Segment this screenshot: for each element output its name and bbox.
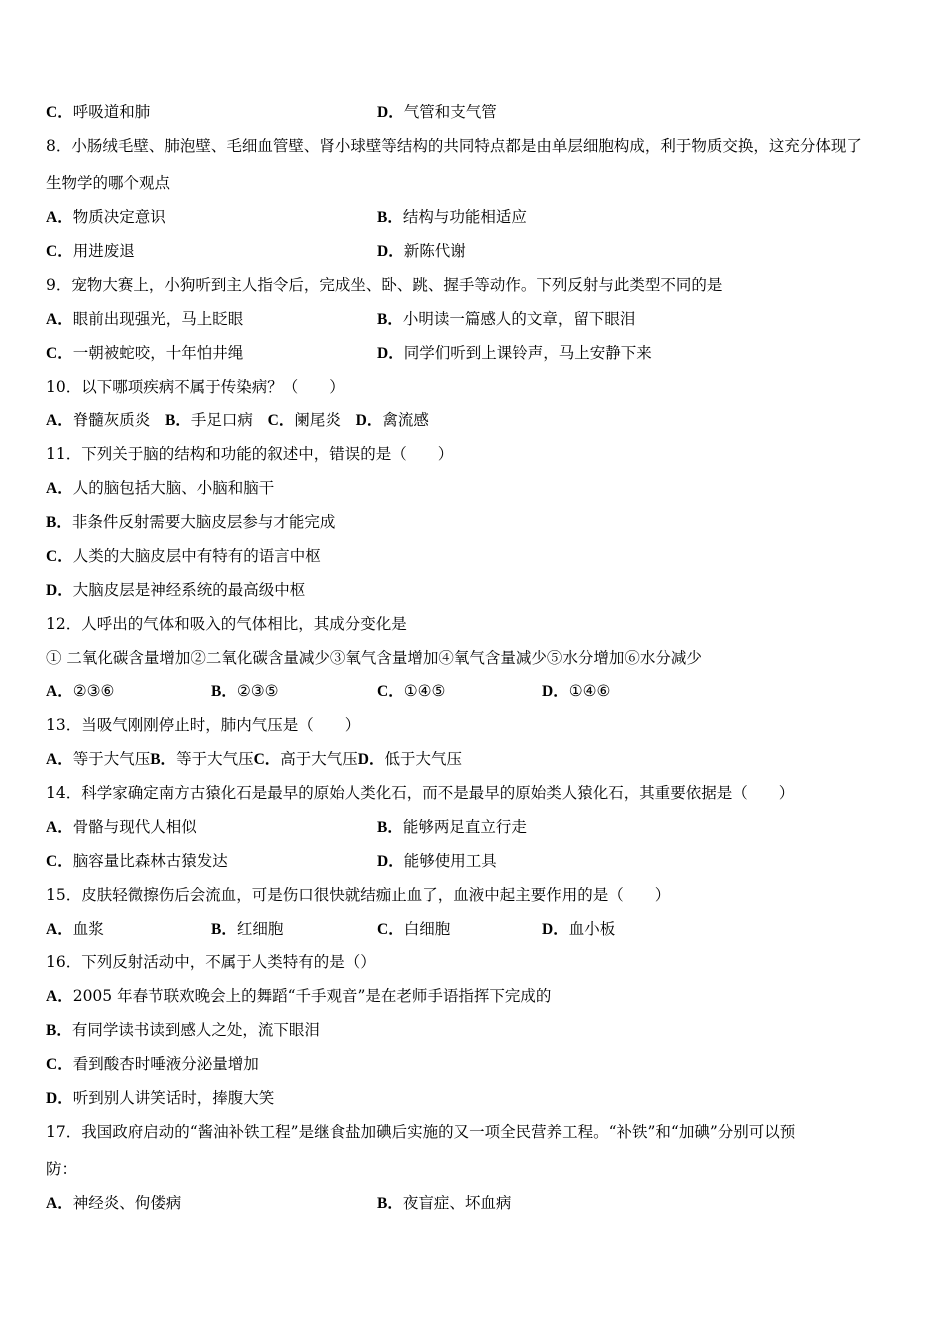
option-text: ①④⑤ xyxy=(403,682,446,700)
option-label: D． xyxy=(355,412,383,429)
q12-option-b xyxy=(211,681,279,702)
q10-options-row xyxy=(46,410,429,431)
option-label: B． xyxy=(211,683,237,700)
q16-stem: 16．下列反射活动中，不属于人类特有的是（） xyxy=(46,953,376,971)
q16-option-b xyxy=(46,1020,320,1041)
option-label: D． xyxy=(542,921,569,938)
q17-option-b xyxy=(377,1193,511,1214)
option-label: D． xyxy=(377,243,404,260)
q12-option-c xyxy=(377,681,445,702)
option-label: C． xyxy=(46,548,73,565)
option-text: 白细胞 xyxy=(403,920,451,938)
option-text: 呼吸道和肺 xyxy=(72,103,151,121)
q13-option-b-text: 等于大气压 xyxy=(176,750,254,768)
option-label: B． xyxy=(165,412,191,429)
option-label: D． xyxy=(357,751,385,768)
q11-option-c xyxy=(46,546,321,567)
q14-stem: 14．科学家确定南方古猿化石是最早的原始人类化石，而不是最早的原始类人猿化石，其重要依据是（ ） xyxy=(46,784,795,802)
option-label: A． xyxy=(46,819,73,836)
option-label: A． xyxy=(46,412,73,429)
option-text: 夜盲症、坏血病 xyxy=(402,1194,512,1212)
option-label: C． xyxy=(46,345,73,362)
q14-option-d xyxy=(377,851,497,872)
q16-option-c xyxy=(46,1054,259,1075)
option-text: 物质决定意识 xyxy=(72,208,166,226)
option-label: C． xyxy=(267,412,295,429)
option-text: 看到酸杏时唾液分泌量增加 xyxy=(72,1055,259,1073)
option-text: 结构与功能相适应 xyxy=(402,208,527,226)
option-label: D． xyxy=(377,853,404,870)
q9-option-d xyxy=(377,343,652,364)
option-label: D． xyxy=(377,345,404,362)
option-label: A． xyxy=(46,683,73,700)
option-label: D． xyxy=(542,683,569,700)
q13-option-a-text: 等于大气压 xyxy=(72,750,151,768)
option-text: 人类的大脑皮层中有特有的语言中枢 xyxy=(72,547,321,565)
q17-stem-line2: 防： xyxy=(46,1160,78,1178)
option-label: A． xyxy=(46,921,73,938)
option-text: 能够两足直立行走 xyxy=(402,818,527,836)
q7-option-c xyxy=(46,102,150,123)
q8-option-b xyxy=(377,207,527,228)
q12-option-d xyxy=(542,681,610,702)
q14-option-a xyxy=(46,817,197,838)
option-label: C． xyxy=(253,751,281,768)
option-label: B． xyxy=(150,751,177,768)
q14-option-b xyxy=(377,817,527,838)
option-text: 人的脑包括大脑、小脑和脑干 xyxy=(72,479,275,497)
q17-option-a xyxy=(46,1193,181,1214)
option-text: 大脑皮层是神经系统的最高级中枢 xyxy=(72,581,306,599)
option-label: A． xyxy=(46,209,73,226)
option-label: B． xyxy=(377,1195,403,1212)
option-text: 小明读一篇感人的文章，留下眼泪 xyxy=(402,310,636,328)
option-label: A． xyxy=(46,311,73,328)
option-label: A． xyxy=(46,988,73,1005)
q11-option-b xyxy=(46,512,335,533)
q15-option-d xyxy=(542,919,615,940)
option-text: ①④⑥ xyxy=(568,682,611,700)
option-text: 血浆 xyxy=(72,920,104,938)
q11-option-a xyxy=(46,478,274,499)
q12-option-a xyxy=(46,681,114,702)
q7-option-d xyxy=(377,102,497,123)
option-text: ②③⑥ xyxy=(72,682,115,700)
option-text: 新陈代谢 xyxy=(403,242,466,260)
option-label: B． xyxy=(377,209,403,226)
q13-options-row xyxy=(46,749,462,770)
q9-option-a xyxy=(46,309,243,330)
option-text: 用进废退 xyxy=(72,242,135,260)
q11-option-d xyxy=(46,580,305,601)
option-label: A． xyxy=(46,1195,73,1212)
q10-option-d-text: 禽流感 xyxy=(382,411,429,429)
q8-option-d xyxy=(377,241,466,262)
q8-stem-line2: 生物学的哪个观点 xyxy=(46,174,171,192)
option-text: 一朝被蛇咬，十年怕井绳 xyxy=(72,344,244,362)
option-text: 红细胞 xyxy=(236,920,284,938)
option-text: 同学们听到上课铃声，马上安静下来 xyxy=(403,344,652,362)
q8-option-c xyxy=(46,241,135,262)
q16-option-a xyxy=(46,986,551,1007)
option-label: A． xyxy=(46,480,73,497)
q13-stem: 13．当吸气刚刚停止时，肺内气压是（ ） xyxy=(46,716,361,734)
q15-stem: 15．皮肤轻微擦伤后会流血，可是伤口很快就结痂止血了，血液中起主要作用的是（ ） xyxy=(46,886,671,904)
option-text: 非条件反射需要大脑皮层参与才能完成 xyxy=(71,513,336,531)
option-label: B． xyxy=(46,514,72,531)
option-label: C． xyxy=(46,243,73,260)
option-text: 神经炎、佝偻病 xyxy=(72,1194,182,1212)
q13-option-c-text: 高于大气压 xyxy=(280,750,358,768)
q13-option-d-text: 低于大气压 xyxy=(384,750,463,768)
option-text: 骨骼与现代人相似 xyxy=(72,818,197,836)
q15-option-a xyxy=(46,919,104,940)
q17-stem-line1: 17．我国政府启动的“酱油补铁工程”是继食盐加碘后实施的又一项全民营养工程。“补铁”和“加碘”分别可以预 xyxy=(46,1123,796,1141)
option-text: 听到别人讲笑话时，捧腹大笑 xyxy=(72,1089,275,1107)
q10-option-b-text: 手足口病 xyxy=(190,411,253,429)
q14-option-c xyxy=(46,851,228,872)
q15-option-b xyxy=(211,919,283,940)
option-text: 气管和支气管 xyxy=(403,103,497,121)
option-label: C． xyxy=(46,1056,73,1073)
option-label: C． xyxy=(377,683,404,700)
option-label: B． xyxy=(377,311,403,328)
option-text: 有同学读书读到感人之处，流下眼泪 xyxy=(71,1021,320,1039)
q12-items: ① 二氧化碳含量增加②二氧化碳含量减少③氧气含量增加④氧气含量减少⑤水分增加⑥水分减少 xyxy=(46,649,702,667)
q8-stem-line1: 8．小肠绒毛壁、肺泡壁、毛细血管壁、肾小球壁等结构的共同特点都是由单层细胞构成，利于物质交换，这充分体现了 xyxy=(46,137,862,155)
option-label: C． xyxy=(377,921,404,938)
option-label: D． xyxy=(46,1090,73,1107)
option-label: D． xyxy=(377,104,404,121)
option-text: ②③⑤ xyxy=(236,682,279,700)
option-label: B． xyxy=(211,921,237,938)
option-text: 能够使用工具 xyxy=(403,852,497,870)
option-text: 血小板 xyxy=(568,920,616,938)
q12-stem: 12．人呼出的气体和吸入的气体相比，其成分变化是 xyxy=(46,615,407,633)
option-label: D． xyxy=(46,582,73,599)
q10-option-a-text: 脊髓灰质炎 xyxy=(72,411,151,429)
option-text: 2005 年春节联欢晚会上的舞蹈“千手观音”是在老师手语指挥下完成的 xyxy=(72,987,552,1005)
option-label: C． xyxy=(46,104,73,121)
option-text: 眼前出现强光，马上眨眼 xyxy=(72,310,244,328)
q9-stem: 9．宠物大赛上，小狗听到主人指令后，完成坐、卧、跳、握手等动作。下列反射与此类型不同的是 xyxy=(46,276,723,294)
option-label: B． xyxy=(377,819,403,836)
option-label: C． xyxy=(46,853,73,870)
option-label: A． xyxy=(46,751,73,768)
q8-option-a xyxy=(46,207,166,228)
q9-option-b xyxy=(377,309,635,330)
q15-option-c xyxy=(377,919,450,940)
q9-option-c xyxy=(46,343,243,364)
q16-option-d xyxy=(46,1088,274,1109)
option-label: B． xyxy=(46,1022,72,1039)
q10-option-c-text: 阑尾炎 xyxy=(294,411,341,429)
q10-stem: 10．以下哪项疾病不属于传染病？（ ） xyxy=(46,378,345,396)
q11-stem: 11．下列关于脑的结构和功能的叙述中，错误的是（ ） xyxy=(46,445,454,463)
option-text: 脑容量比森林古猿发达 xyxy=(72,852,228,870)
